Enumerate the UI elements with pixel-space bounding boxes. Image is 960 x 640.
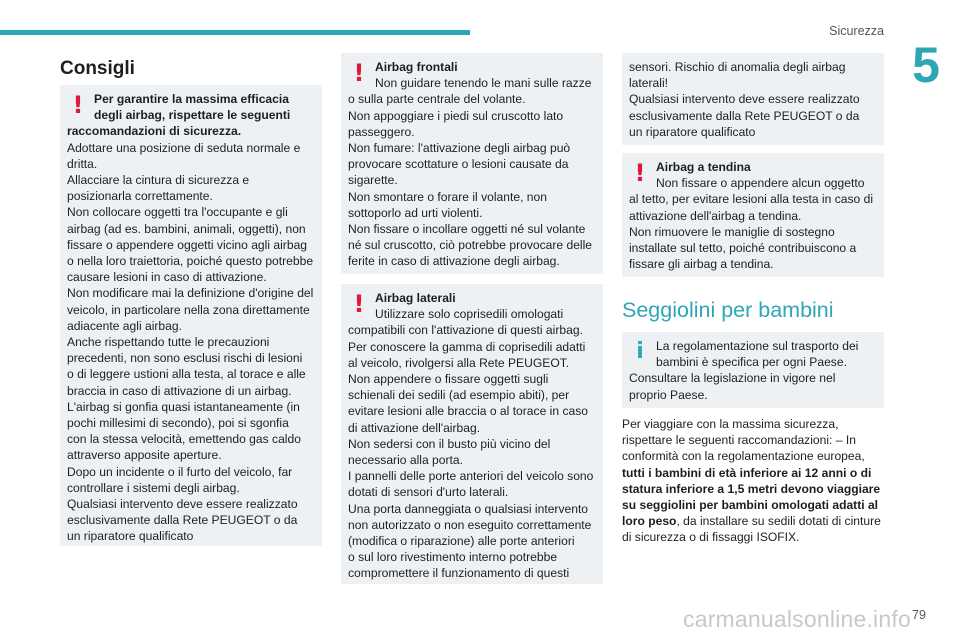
curtain-airbag-line: Non rimuovere le maniglie di sostegno	[629, 224, 835, 239]
frontal-airbag-line: sottoporlo ad urti violenti.	[348, 205, 483, 220]
frontal-airbag-line: passeggero.	[348, 124, 415, 139]
warning-line: posizionarla correttamente.	[67, 189, 213, 204]
side-airbag-line: dotati di sensori d'urto laterali.	[348, 485, 509, 500]
watermark: carmanualsonline.info	[683, 606, 911, 632]
frontal-airbag-line: Non appoggiare i piedi sul cruscotto lato	[348, 108, 564, 123]
side-airbag-line: compatibili con l'attivazione di questi airbag.	[348, 323, 583, 338]
header-accent-bar	[0, 30, 470, 35]
warning-line: controllare i sistemi degli airbag.	[67, 480, 240, 495]
curtain-airbag-line: fissare gli airbag a tendina.	[629, 257, 774, 272]
side-airbag-line: compromettere il funzionamento di questi	[348, 566, 570, 581]
continued-line: laterali!	[629, 76, 668, 91]
body-line: ISOFIX.	[756, 530, 800, 545]
curtain-airbag-line: attivazione dell'airbag a tendina.	[629, 208, 802, 223]
warning-line: Qualsiasi intervento deve essere realizzato	[67, 497, 298, 512]
side-airbag-title: Airbag laterali	[375, 291, 456, 305]
header-section-title: Sicurezza	[829, 24, 884, 38]
continued-line: un riparatore qualificato	[629, 124, 756, 139]
info-line: La regolamentazione sul trasporto dei	[656, 339, 859, 353]
warning-line: dritta.	[67, 156, 98, 171]
page-title: Consigli	[60, 58, 135, 79]
warning-line: attraverso apposite aperture.	[67, 448, 222, 463]
side-airbag-line: o sul loro rivestimento interno potrebbe	[348, 550, 558, 565]
curtain-airbag-warning-box	[622, 153, 884, 277]
curtain-airbag-line: Non fissare o appendere alcun oggetto	[656, 176, 865, 191]
side-airbag-line: di attivazione dell'airbag.	[348, 420, 481, 435]
continued-line: esclusivamente dalla Rete PEUGEOT o da	[629, 108, 860, 123]
body-text-bold: tutti i bambini di età inferiore ai	[622, 465, 802, 480]
side-airbag-line: necessario alla porta.	[348, 453, 463, 468]
side-airbag-line: Una porta danneggiata o qualsiasi intervento	[348, 501, 589, 516]
info-line: bambini è specifica per ogni Paese.	[656, 355, 847, 370]
body-line: 12 anni o di statura inferiore a 1,5 metri	[622, 465, 872, 496]
side-airbag-line: Non sedersi con il busto più vicino del	[348, 436, 551, 451]
body-text-bold: omologati adatti al loro peso	[622, 498, 879, 529]
warning-line: L'airbag si gonfia quasi istantaneamente (in	[67, 399, 300, 414]
warning-line: causare lesioni in caso di attivazione.	[67, 270, 267, 285]
side-airbag-line: non autorizzato o non eseguito correttamente	[348, 517, 592, 532]
warning-line: veicolo, in particolare nella zona direttamente	[67, 302, 310, 317]
side-airbag-line: I pannelli delle porte anteriori del veicolo sono	[348, 469, 594, 484]
body-line: – In conformità con la regolamentazione	[622, 433, 856, 464]
warning-title-line: degli airbag, rispettare le seguenti	[94, 108, 291, 123]
side-airbag-line: schienali dei sedili (ad esempio abiti), per	[348, 388, 570, 403]
side-airbag-line: evitare lesioni alle braccia o al torace in caso	[348, 404, 588, 419]
warning-line: Anche rispettando tutte le precauzioni	[67, 335, 270, 350]
child-seat-recommendations	[622, 416, 884, 546]
frontal-airbag-line: sigarette.	[348, 173, 398, 188]
body-line: sedili dotati di cinture di sicurezza o di fissaggi	[622, 514, 881, 545]
warning-exclamation-icon: !	[72, 91, 84, 119]
warning-line: un riparatore qualificato	[67, 529, 194, 544]
curtain-airbag-line: al tetto, per evitare lesioni alla testa in caso di	[629, 192, 874, 207]
warning-title-line: Per garantire la massima efficacia	[94, 92, 289, 106]
body-text-normal: europea,	[816, 449, 865, 464]
warning-line: o nella loro traiettoria, poiché questo potrebbe	[67, 254, 314, 269]
side-airbag-continued-box	[622, 53, 884, 145]
side-airbag-line: al veicolo, rivolgersi alla Rete PEUGEOT.	[348, 355, 570, 370]
side-airbag-line: (modifica o riparazione) alle porte anteriori	[348, 534, 575, 549]
curtain-airbag-title: Airbag a tendina	[656, 160, 751, 174]
warning-line: precedenti, non sono esclusi rischi di lesioni	[67, 351, 303, 366]
continued-line: sensori. Rischio di anomalia degli airbag	[629, 60, 846, 74]
warning-line: Dopo un incidente o il furto del veicolo, far	[67, 464, 293, 479]
side-airbag-warning-box	[341, 284, 603, 584]
warning-line: Non modificare mai la definizione d'origine del	[67, 286, 314, 301]
child-seat-info-box	[622, 332, 884, 408]
continued-line: Qualsiasi intervento deve essere realizzato	[629, 92, 860, 107]
warning-line: esclusivamente dalla Rete PEUGEOT o da	[67, 513, 298, 528]
warning-line: Non collocare oggetti tra l'occupante e gli	[67, 205, 288, 220]
warning-exclamation-icon: !	[353, 290, 365, 318]
frontal-airbag-warning-box	[341, 53, 603, 274]
frontal-airbag-line: Non guidare tenendo le mani sulle razze	[375, 76, 592, 91]
warning-line: Adottare una posizione di seduta normale e	[67, 140, 301, 155]
warning-line: pochi millesimi di secondo), poi si sgonfia	[67, 416, 289, 431]
side-airbag-line: Per conoscere la gamma di coprisedili adatti	[348, 339, 586, 354]
page-number: 79	[912, 608, 926, 622]
frontal-airbag-line: ferite in caso di attivazione degli airbag.	[348, 254, 560, 269]
body-line: Per viaggiare con la massima sicurezza,	[622, 417, 839, 431]
body-line: devono viaggiare su seggiolini per bambini	[622, 481, 881, 513]
frontal-airbag-line: provocare scottature o lesioni causate da	[348, 157, 569, 172]
frontal-airbag-title: Airbag frontali	[375, 60, 458, 74]
info-line: Consultare la legislazione in vigore nel	[629, 371, 836, 386]
info-line: proprio Paese.	[629, 387, 708, 402]
frontal-airbag-line: né sul cruscotto, ciò potrebbe provocare delle	[348, 238, 593, 253]
body-text-normal: , da installare su	[676, 514, 765, 529]
section-title: Seggiolini per bambini	[622, 298, 834, 322]
warning-exclamation-icon: !	[634, 159, 646, 187]
side-airbag-line: Non appendere o fissare oggetti sugli	[348, 372, 549, 387]
warning-line: adiacente agli airbag.	[67, 318, 182, 333]
frontal-airbag-line: o sulla parte centrale del volante.	[348, 92, 526, 107]
warning-line: raccomandazioni di sicurezza.	[67, 124, 242, 139]
frontal-airbag-line: Non fumare: l'attivazione degli airbag può	[348, 141, 571, 156]
warning-line: o di leggere ustioni alla testa, al torace e alle	[67, 367, 306, 382]
frontal-airbag-line: Non smontare o forare il volante, non	[348, 189, 547, 204]
warning-line: airbag (ad es. bambini, animali, oggetti), non	[67, 221, 306, 236]
info-icon: i	[636, 339, 644, 364]
warning-exclamation-icon: !	[353, 59, 365, 87]
warning-line: fissare o appendere oggetti vicino agli airbag	[67, 237, 308, 252]
body-line: rispettare le seguenti raccomandazioni:	[622, 433, 833, 448]
safety-warning-box	[60, 85, 322, 546]
frontal-airbag-line: Non fissare o incollare oggetti né sul volante	[348, 222, 586, 237]
side-airbag-line: Utilizzare solo coprisedili omologati	[375, 307, 564, 322]
curtain-airbag-line: installate sul tetto, poiché contribuiscono a	[629, 241, 857, 256]
warning-line: braccia in caso di attivazione di un airbag.	[67, 383, 292, 398]
warning-line: con la stessa velocità, emettendo gas caldo	[67, 432, 301, 447]
chapter-number: 5	[912, 37, 940, 93]
warning-line: Allacciare la cintura di sicurezza e	[67, 173, 250, 188]
